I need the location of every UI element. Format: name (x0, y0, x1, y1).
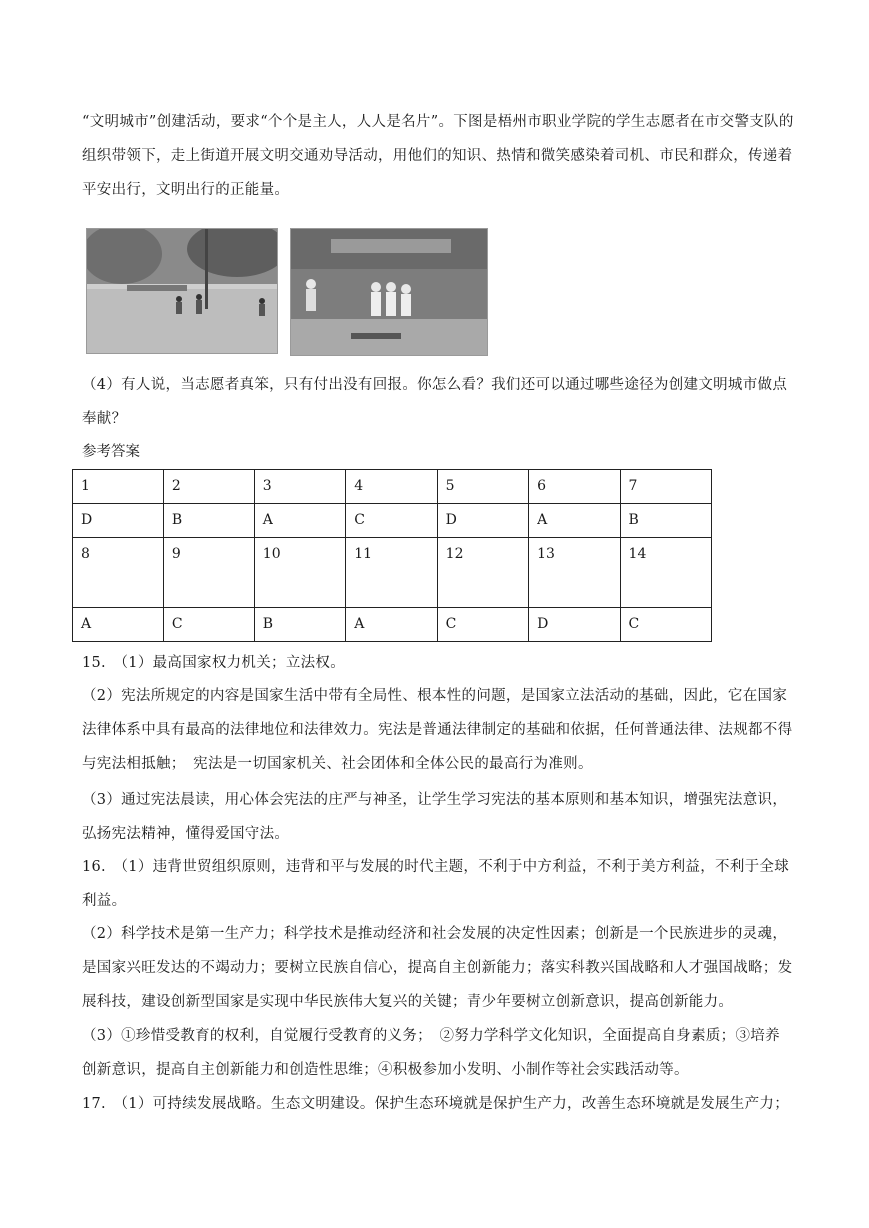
table-cell: 12 (437, 538, 528, 608)
table-cell: A (529, 504, 620, 538)
table-cell: 7 (620, 470, 711, 504)
table-cell: C (437, 608, 528, 642)
table-cell: 6 (529, 470, 620, 504)
table-cell: C (163, 608, 254, 642)
table-cell: B (163, 504, 254, 538)
question-4: （4）有人说，当志愿者真笨，只有付出没有回报。你怎么看？我们还可以通过哪些途径为创建文明城市做点奉献？ (82, 377, 788, 427)
table-cell: D (529, 608, 620, 642)
volunteer-storefront-photo (290, 228, 488, 356)
answer-heading: 参考答案 (82, 444, 140, 460)
table-cell: 8 (73, 538, 164, 608)
answer-16-2: （2）科学技术是第一生产力；科学技术是推动经济和社会发展的决定性因素；创新是一个民族进步的灵魂，是国家兴旺发达的不竭动力；要树立民族自信心，提高自主创新能力；落实科教兴国战略和人才强国战略；发展科技，建设创新型国家是实现中华民族伟大复兴的关键；青少年要树立创新意识，提高创新能力。 (82, 926, 793, 1010)
table-cell: C (620, 608, 711, 642)
answer-16-3: （3）①珍惜受教育的权利，自觉履行受教育的义务； ②努力学科学文化知识，全面提高自身素质；③培养创新意识，提高自主创新能力和创造性思维；④积极参加小发明、小制作等社会实践活动等。 (82, 1028, 780, 1078)
table-cell: B (620, 504, 711, 538)
table-cell: A (346, 608, 437, 642)
intro-paragraph: “文明城市”创建活动，要求“个个是主人，人人是名片”。下图是梧州市职业学院的学生志愿者在市交警支队的组织带领下，走上街道开展文明交通劝导活动，用他们的知识、热情和微笑感染着司机、市民和群众，传递着平安出行，文明出行的正能量。 (82, 114, 794, 198)
table-cell: 2 (163, 470, 254, 504)
table-cell: 3 (254, 470, 345, 504)
answer-16-1: 16. （1）违背世贸组织原则，违背和平与发展的时代主题，不利于中方利益，不利于美方利益，不利于全球利益。 (82, 859, 790, 909)
table-cell: 10 (254, 538, 345, 608)
table-row (73, 470, 712, 504)
table-cell: 4 (346, 470, 437, 504)
table-row (73, 504, 712, 538)
table-row (73, 608, 712, 642)
table-cell: C (346, 504, 437, 538)
table-cell: A (73, 608, 164, 642)
answer-15-2: （2）宪法所规定的内容是国家生活中带有全局性、根本性的问题，是国家立法活动的基础，因此，它在国家法律体系中具有最高的法律地位和法律效力。宪法是普通法律制定的基础和依据，任何普通法律、法规都不得与宪法相抵触； 宪法是一切国家机关、社会团体和全体公民的最高行为准则。 (82, 688, 793, 772)
answer-table (72, 469, 712, 642)
table-cell: 14 (620, 538, 711, 608)
table-cell: D (437, 504, 528, 538)
table-cell: 1 (73, 470, 164, 504)
volunteer-street-photo (86, 228, 278, 354)
answer-15-1: 15. （1）最高国家权力机关；立法权。 (82, 655, 346, 671)
table-row (73, 538, 712, 608)
table-cell: B (254, 608, 345, 642)
table-cell: 5 (437, 470, 528, 504)
table-cell: D (73, 504, 164, 538)
table-cell: 9 (163, 538, 254, 608)
street-scene-image (87, 229, 277, 353)
table-cell: 13 (529, 538, 620, 608)
answer-15-3: （3）通过宪法晨读，用心体会宪法的庄严与神圣，让学生学习宪法的基本原则和基本知识，增强宪法意识，弘扬宪法精神，懂得爱国守法。 (82, 792, 788, 842)
answer-17-1: 17. （1）可持续发展战略。生态文明建设。保护生态环境就是保护生产力，改善生态环境就是发展生产力； (82, 1096, 790, 1112)
table-cell: 11 (346, 538, 437, 608)
table-cell: A (254, 504, 345, 538)
storefront-scene-image (291, 229, 487, 355)
